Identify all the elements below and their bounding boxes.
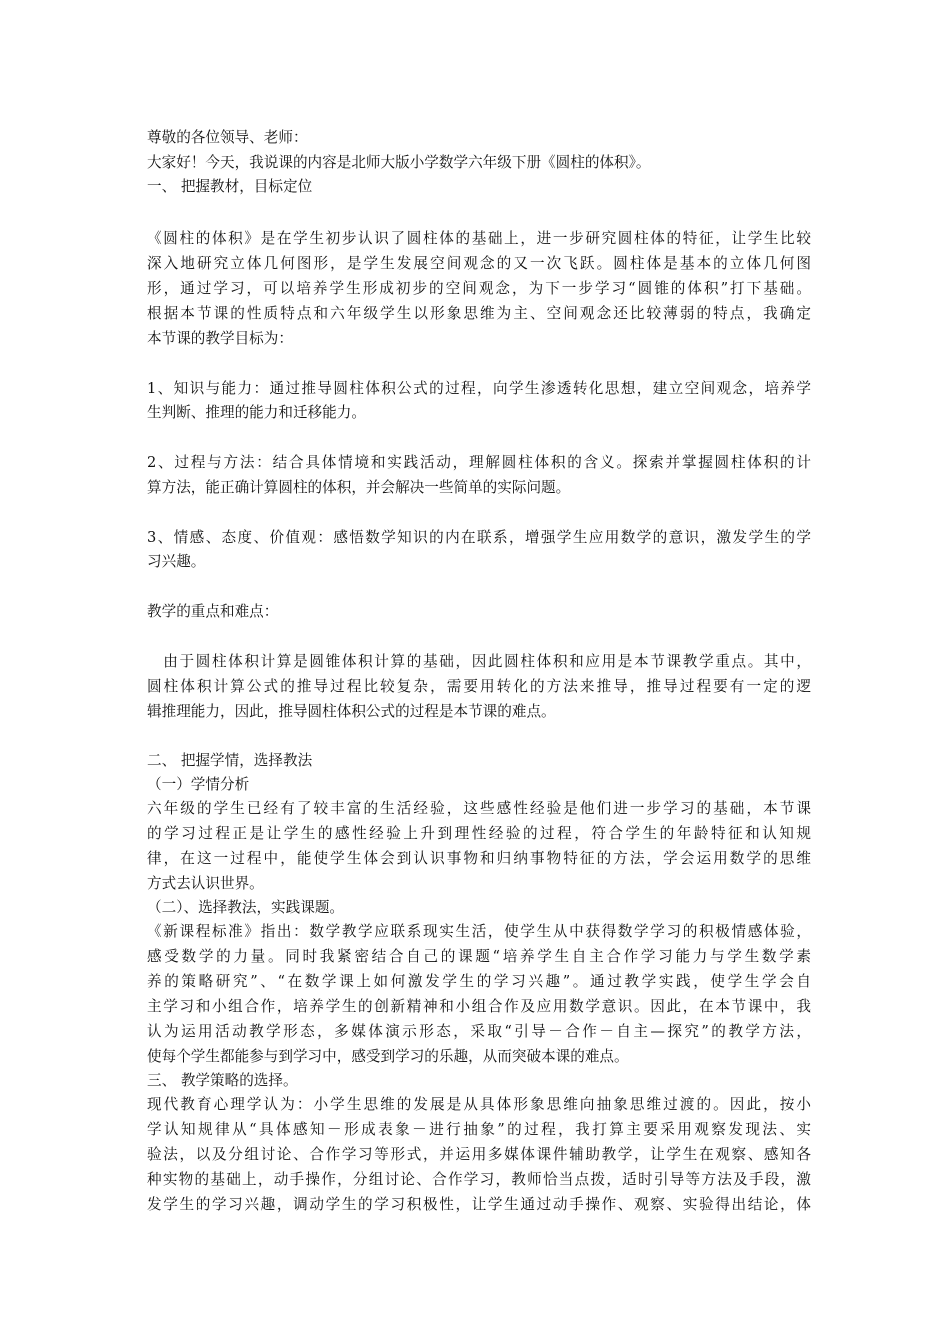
paragraph-line: 本节课的教学目标为： <box>147 330 293 347</box>
paragraph-line: 发学生的学习兴趣，调动学生的学习积极性，让学生通过动手操作、观察、实验得出结论，体 <box>147 1196 811 1213</box>
paragraph-line: 认为运用活动教学形态，多媒体演示形态，采取“引导－合作－自主—探究”的教学方法， <box>147 1023 811 1040</box>
paragraph-line: 感受数学的力量。同时我紧密结合自己的课题“培养学生自主合作学习能力与学生数学素 <box>147 948 811 965</box>
paragraph-line: 形，通过学习，可以培养学生形成初步的空间观念，为下一步学习“圆锥的体积”打下基础。 <box>147 280 811 297</box>
intro-line: 大家好！今天，我说课的内容是北师大版小学数学六年级下册《圆柱的体积》。 <box>147 154 651 171</box>
paragraph-line: 方式去认识世界。 <box>147 875 264 892</box>
greeting-line: 尊敬的各位领导、老师： <box>147 129 308 146</box>
section-heading-2: 二、 把握学情，选择教法 <box>147 752 313 769</box>
paragraph-line: 根据本节课的性质特点和六年级学生以形象思维为主、空间观念还比较薄弱的特点，我确定 <box>147 305 811 322</box>
paragraph-line: 种实物的基础上，动手操作，分组讨论、合作学习，教师恰当点拨，适时引导等方法及手段，激 <box>147 1171 811 1188</box>
goal-2-line: 算方法，能正确计算圆柱的体积，并会解决一些简单的实际问题。 <box>147 479 571 496</box>
section-heading-1: 一、 把握教材，目标定位 <box>147 178 313 195</box>
goal-3-line: 3、情感、态度、价值观：感悟数学知识的内在联系，增强学生应用数学的意识，激发学生的学 <box>147 529 811 546</box>
section-heading-3: 三、 教学策略的选择。 <box>147 1072 298 1089</box>
paragraph-line: 验法，以及分组讨论、合作学习等形式，并运用多媒体课件辅助教学，让学生在观察、感知各 <box>147 1146 811 1163</box>
goal-1-line: 1、知识与能力：通过推导圆柱体积公式的过程，向学生渗透转化思想，建立空间观念，培养学 <box>147 380 811 397</box>
paragraph-line: 现代教育心理学认为：小学生思维的发展是从具体形象思维向抽象思维过渡的。因此，按小 <box>147 1096 811 1113</box>
paragraph-line: 养的策略研究”、“在数学课上如何激发学生的学习兴趣”。通过教学实践，使学生学会自 <box>147 973 811 990</box>
subsection-heading: （一）学情分析 <box>147 776 250 793</box>
goal-3-line: 习兴趣。 <box>147 553 206 570</box>
paragraph-line: 辑推理能力，因此，推导圆柱体积公式的过程是本节课的难点。 <box>147 703 556 720</box>
paragraph-line: 《新课程标准》指出：数学教学应联系现实生活，使学生从中获得数学学习的积极情感体验， <box>147 923 811 940</box>
paragraph-line: 深入地研究立体几何图形，是学生发展空间观念的又一次飞跃。圆柱体是基本的立体几何图 <box>147 255 811 272</box>
paragraph-line: 主学习和小组合作，培养学生的创新精神和小组合作及应用数学意识。因此，在本节课中，我 <box>147 998 811 1015</box>
paragraph-line: 《圆柱的体积》是在学生初步认识了圆柱体的基础上，进一步研究圆柱体的特征，让学生比较 <box>147 230 811 247</box>
subsection-heading: （二）、选择教法，实践课题。 <box>147 899 345 916</box>
paragraph-line: 圆柱体积计算公式的推导过程比较复杂，需要用转化的方法来推导，推导过程要有一定的逻 <box>147 678 811 695</box>
key-points-heading: 教学的重点和难点： <box>147 603 279 620</box>
goal-2-line: 2、过程与方法：结合具体情境和实践活动，理解圆柱体积的含义。探索并掌握圆柱体积的计 <box>147 454 811 471</box>
goal-1-line: 生判断、推理的能力和迁移能力。 <box>147 404 366 421</box>
paragraph-line: 学认知规律从“具体感知－形成表象－进行抽象”的过程，我打算主要采用观察发现法、实 <box>147 1121 811 1138</box>
paragraph-line: 六年级的学生已经有了较丰富的生活经验，这些感性经验是他们进一步学习的基础，本节课 <box>147 800 811 817</box>
paragraph-line: 由于圆柱体积计算是圆锥体积计算的基础，因此圆柱体积和应用是本节课教学重点。其中， <box>147 653 811 670</box>
paragraph-line: 使每个学生都能参与到学习中，感受到学习的乐趣，从而突破本课的难点。 <box>147 1048 629 1065</box>
paragraph-line: 律，在这一过程中，能使学生体会到认识事物和归纳事物特征的方法，学会运用数学的思维 <box>147 850 811 867</box>
paragraph-line: 的学习过程正是让学生的感性经验上升到理性经验的过程，符合学生的年龄特征和认知规 <box>147 825 811 842</box>
